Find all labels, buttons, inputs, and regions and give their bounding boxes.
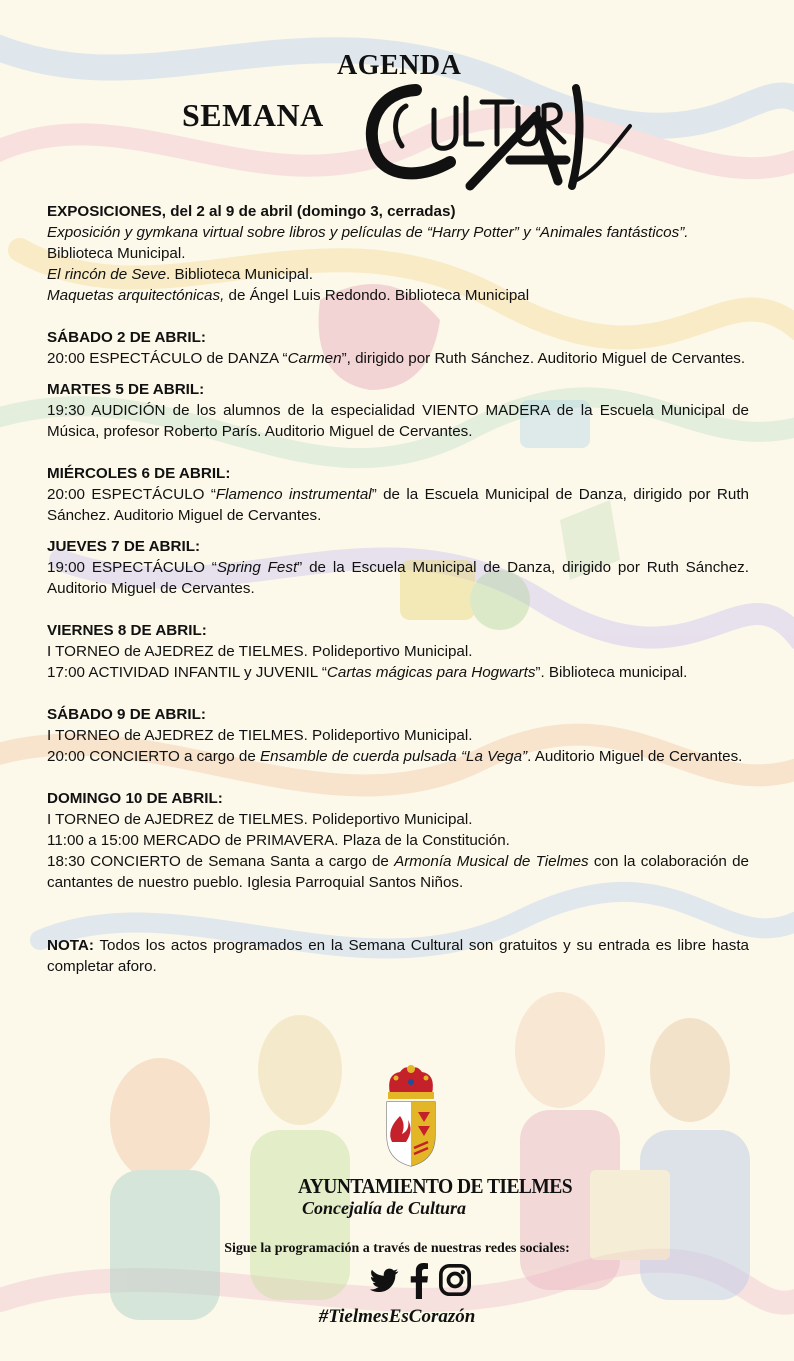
section-nota — [47, 935, 749, 977]
twitter-icon[interactable] — [366, 1263, 402, 1302]
list-item: I TORNEO de AJEDREZ de TIELMES. Polideportivo Municipal. — [47, 727, 473, 744]
section-jueves-7 — [47, 536, 749, 599]
spacer — [47, 306, 749, 327]
spacer — [47, 914, 749, 935]
section-exposiciones — [47, 201, 749, 306]
list-item: 20:00 ESPECTÁCULO de DANZA “Carmen”, dirigido por Ruth Sánchez. Auditorio Miguel de Cervantes. — [47, 350, 746, 367]
section-title: VIERNES 8 DE ABRIL: — [47, 622, 207, 639]
list-item: 19:30 AUDICIÓN de los alumnos de la especialidad VIENTO MADERA de la Escuela Municipal de Música, profesor Roberto París. Auditorio Miguel de Cervantes. — [47, 402, 749, 440]
section-viernes-8 — [47, 620, 749, 683]
section-sabado-2 — [47, 327, 749, 369]
title-semana: SEMANA — [182, 97, 324, 133]
list-item: Biblioteca Municipal. — [47, 245, 186, 262]
list-item: 19:00 ESPECTÁCULO “Spring Fest” de la Escuela Municipal de Danza, dirigido por Ruth Sánchez. Auditorio Miguel de Cervantes. — [47, 559, 749, 597]
coat-of-arms-icon — [378, 1064, 444, 1172]
list-item: El rincón de Seve. Biblioteca Municipal. — [47, 266, 313, 283]
list-item: 11:00 a 15:00 MERCADO de PRIMAVERA. Plaza de la Constitución. — [47, 832, 510, 849]
social-icons — [366, 1263, 476, 1299]
spacer — [47, 442, 749, 463]
header — [0, 0, 794, 200]
section-title: DOMINGO 10 DE ABRIL: — [47, 790, 223, 807]
section-martes-5 — [47, 379, 749, 442]
spacer — [47, 599, 749, 620]
section-miercoles-6 — [47, 463, 749, 526]
title-agenda: AGENDA — [337, 50, 462, 81]
instagram-icon[interactable] — [438, 1263, 472, 1302]
note-label: NOTA: — [47, 937, 94, 954]
facebook-icon[interactable] — [408, 1263, 430, 1304]
list-item: 17:00 ACTIVIDAD INFANTIL y JUVENIL “Cartas mágicas para Hogwarts”. Biblioteca municipal. — [47, 664, 688, 681]
hashtag: #TielmesEsCorazón — [318, 1306, 476, 1327]
list-item: I TORNEO de AJEDREZ de TIELMES. Polideportivo Municipal. — [47, 643, 473, 660]
spacer — [47, 767, 749, 788]
spacer — [47, 893, 749, 914]
section-title: SÁBADO 2 DE ABRIL: — [47, 329, 206, 346]
spacer — [47, 683, 749, 704]
list-item: Exposición y gymkana virtual sobre libros y películas de “Harry Potter” y “Animales fantásticos”. — [47, 224, 689, 241]
list-item: Maquetas arquitectónicas, de Ángel Luis Redondo. Biblioteca Municipal — [47, 287, 530, 304]
section-domingo-10 — [47, 788, 749, 893]
section-title: MIÉRCOLES 6 DE ABRIL: — [47, 465, 231, 482]
footer — [0, 1060, 794, 1360]
list-item: I TORNEO de AJEDREZ de TIELMES. Polideportivo Municipal. — [47, 811, 473, 828]
spacer — [47, 369, 749, 379]
section-title: SÁBADO 9 DE ABRIL: — [47, 706, 206, 723]
cultural-brush-logo — [358, 76, 634, 201]
list-item: 20:00 CONCIERTO a cargo de Ensamble de cuerda pulsada “La Vega”. Auditorio Miguel de Cervantes. — [47, 748, 743, 765]
concejalia-name: Concejalía de Cultura — [302, 1198, 467, 1218]
note-text: NOTA: Todos los actos programados en la Semana Cultural son gratuitos y su entrada es libre hasta completar aforo. — [47, 937, 749, 975]
spacer — [47, 526, 749, 536]
program-content — [47, 201, 749, 977]
list-item: 20:00 ESPECTÁCULO “Flamenco instrumental” de la Escuela Municipal de Danza, dirigido por Ruth Sánchez. Auditorio Miguel de Cervantes. — [47, 486, 749, 524]
social-caption: Sigue la programación a través de nuestras redes sociales: — [224, 1241, 570, 1256]
section-title: EXPOSICIONES, del 2 al 9 de abril (domingo 3, cerradas) — [47, 203, 456, 220]
section-sabado-9 — [47, 704, 749, 767]
ayuntamiento-name: AYUNTAMIENTO DE TIELMES — [298, 1174, 573, 1198]
section-title: JUEVES 7 DE ABRIL: — [47, 538, 201, 555]
list-item: 18:30 CONCIERTO de Semana Santa a cargo de Armonía Musical de Tielmes con la colaboración de cantantes de nuestro pueblo. Iglesia Parroquial Santos Niños. — [47, 853, 749, 891]
section-title: MARTES 5 DE ABRIL: — [47, 381, 205, 398]
